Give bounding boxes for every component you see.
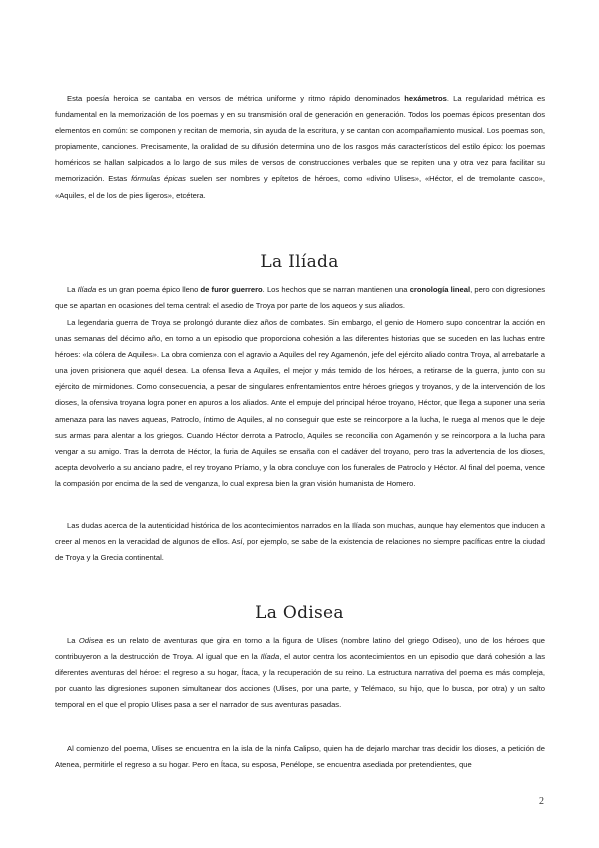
- page-number: 2: [539, 796, 544, 807]
- bold-term: hexámetros: [404, 94, 447, 103]
- odisea-paragraph-2: Al comienzo del poema, Ulises se encuentra en la isla de la ninfa Calipso, quien ha de dejarlo marchar tras decidir los dioses, a petición de Atenea, permitirle el regreso a su hogar. Pero en Ítaca, su esposa, Penélope, se encuentra asediada por pretendientes, que: [55, 744, 545, 770]
- intro-paragraph: Esta poesía heroica se cantaba en versos de métrica uniforme y ritmo rápido denominados hexámetros. La regularidad métrica es fundamental en la memorización de los poemas y en su transmisión oral de generación en generación. Todos los poemas épicos presentan dos elementos en común: se componen y recitan de memoria, sin ayuda de la escritura, y se cantan con acompañamiento musical. Los poemas son, propiamente, canciones. Precisamente, la oralidad de su difusión determina uno de los rasgos más característicos del estilo épico: los poemas homéricos se hallan salpicados a lo largo de sus miles de versos de construcciones verbales que se repiten una y otra vez para facilitar su memorización. Estas fórmulas épicas suelen ser nombres y epítetos de héroes, como «divino Ulises», «Héctor, el de tremolante casco», «Aquiles, el de los de pies ligeros», etcétera.: [55, 94, 545, 200]
- italic-term: fórmulas épicas: [131, 174, 186, 184]
- iliada-paragraph-2: La legendaria guerra de Troya se prolongó durante diez años de combates. Sin embargo, el genio de Homero supo concentrar la acción en unas semanas del décimo año, en torno a un episodio que proporciona cohesión a las diferentes historias que se suceden en las luchas entre héroes: «la cólera de Aquiles». La obra comienza con el agravio a Aquiles del rey Agamenón, jefe del ejército aliado contra Troya, al arrebatarle a una joven prisionera que aquél desea. La ofensa lleva a Aquiles, el mejor y más temido de los héroes, a retirarse de la guerra, junto con su ejército de mirmidones. Como consecuencia, a pesar de singulares enfrentamientos entre héroes griegos y troyanos, y de la intervención de los dioses, la ofensiva troyana logra poner en apuros a los aliados. Ante el empuje del principal héroe troyano, Héctor, que llega a suponer una seria amenaza para las naves aqueas, Patroclo, íntimo de Aquiles, al no conseguir que este se reincorpore a la lucha, le ruega al menos que le deje sus armas para alentar a los griegos. Cuando Héctor derrota a Patroclo, Aquiles se reconcilia con Agamenón y se reincorpora a la lucha para vengar a su amigo. Tras la derrota de Héctor, la furia de Aquiles se ensaña con el cadáver del troyano, pero tras la advertencia de los dioses, acepta devolverlo a su anciano padre, el rey troyano Príamo, y la obra concluye con los funerales de Patroclo y Héctor. Al final del poema, vence la compasión por encima de la sed de venganza, lo cual expresa bien la gran visión humanista de Homero.: [55, 318, 545, 488]
- section-heading-iliada: La Ilíada: [260, 252, 339, 272]
- bold-term: de furor guerrero: [200, 285, 263, 294]
- iliada-paragraph-3: Las dudas acerca de la autenticidad histórica de los acontecimientos narrados en la Ilíada son muchas, aunque hay elementos que inducen a creer al menos en la veracidad de algunos de ellos. Así, por ejemplo, se sabe de la existencia de relaciones no siempre pacíficas entre la ciudad de Troya y la Grecia continental.: [55, 521, 545, 563]
- section-heading-odisea: La Odisea: [255, 603, 344, 623]
- odisea-paragraph-1: La Odisea es un relato de aventuras que gira en torno a la figura de Ulises (nombre latino del griego Odiseo), uno de los héroes que contribuyeron a la destrucción de Troya. Al igual que en la Ilíada, el autor centra los acontecimientos en un episodio que dará cohesión a las diferentes aventuras del héroe: el regreso a su hogar, Ítaca, y la recuperación de su reino. La estructura narrativa del poema es más compleja, por cuanto las digresiones suponen simultanear dos acciones (Ulises, por una parte, y Telémaco, su hijo, que lo busca, por otra) y un salto temporal en el que el propio Ulises pasa a ser el narrador de sus aventuras pasadas.: [55, 636, 546, 710]
- iliada-paragraph-1: La Ilíada es un gran poema épico lleno de furor guerrero. Los hechos que se narran mantienen una cronología lineal, pero con digresiones que se apartan en ocasiones del tema central: el asedio de Troya por parte de los aqueos y sus aliados.: [55, 285, 546, 311]
- bold-term: cronología lineal: [409, 285, 471, 294]
